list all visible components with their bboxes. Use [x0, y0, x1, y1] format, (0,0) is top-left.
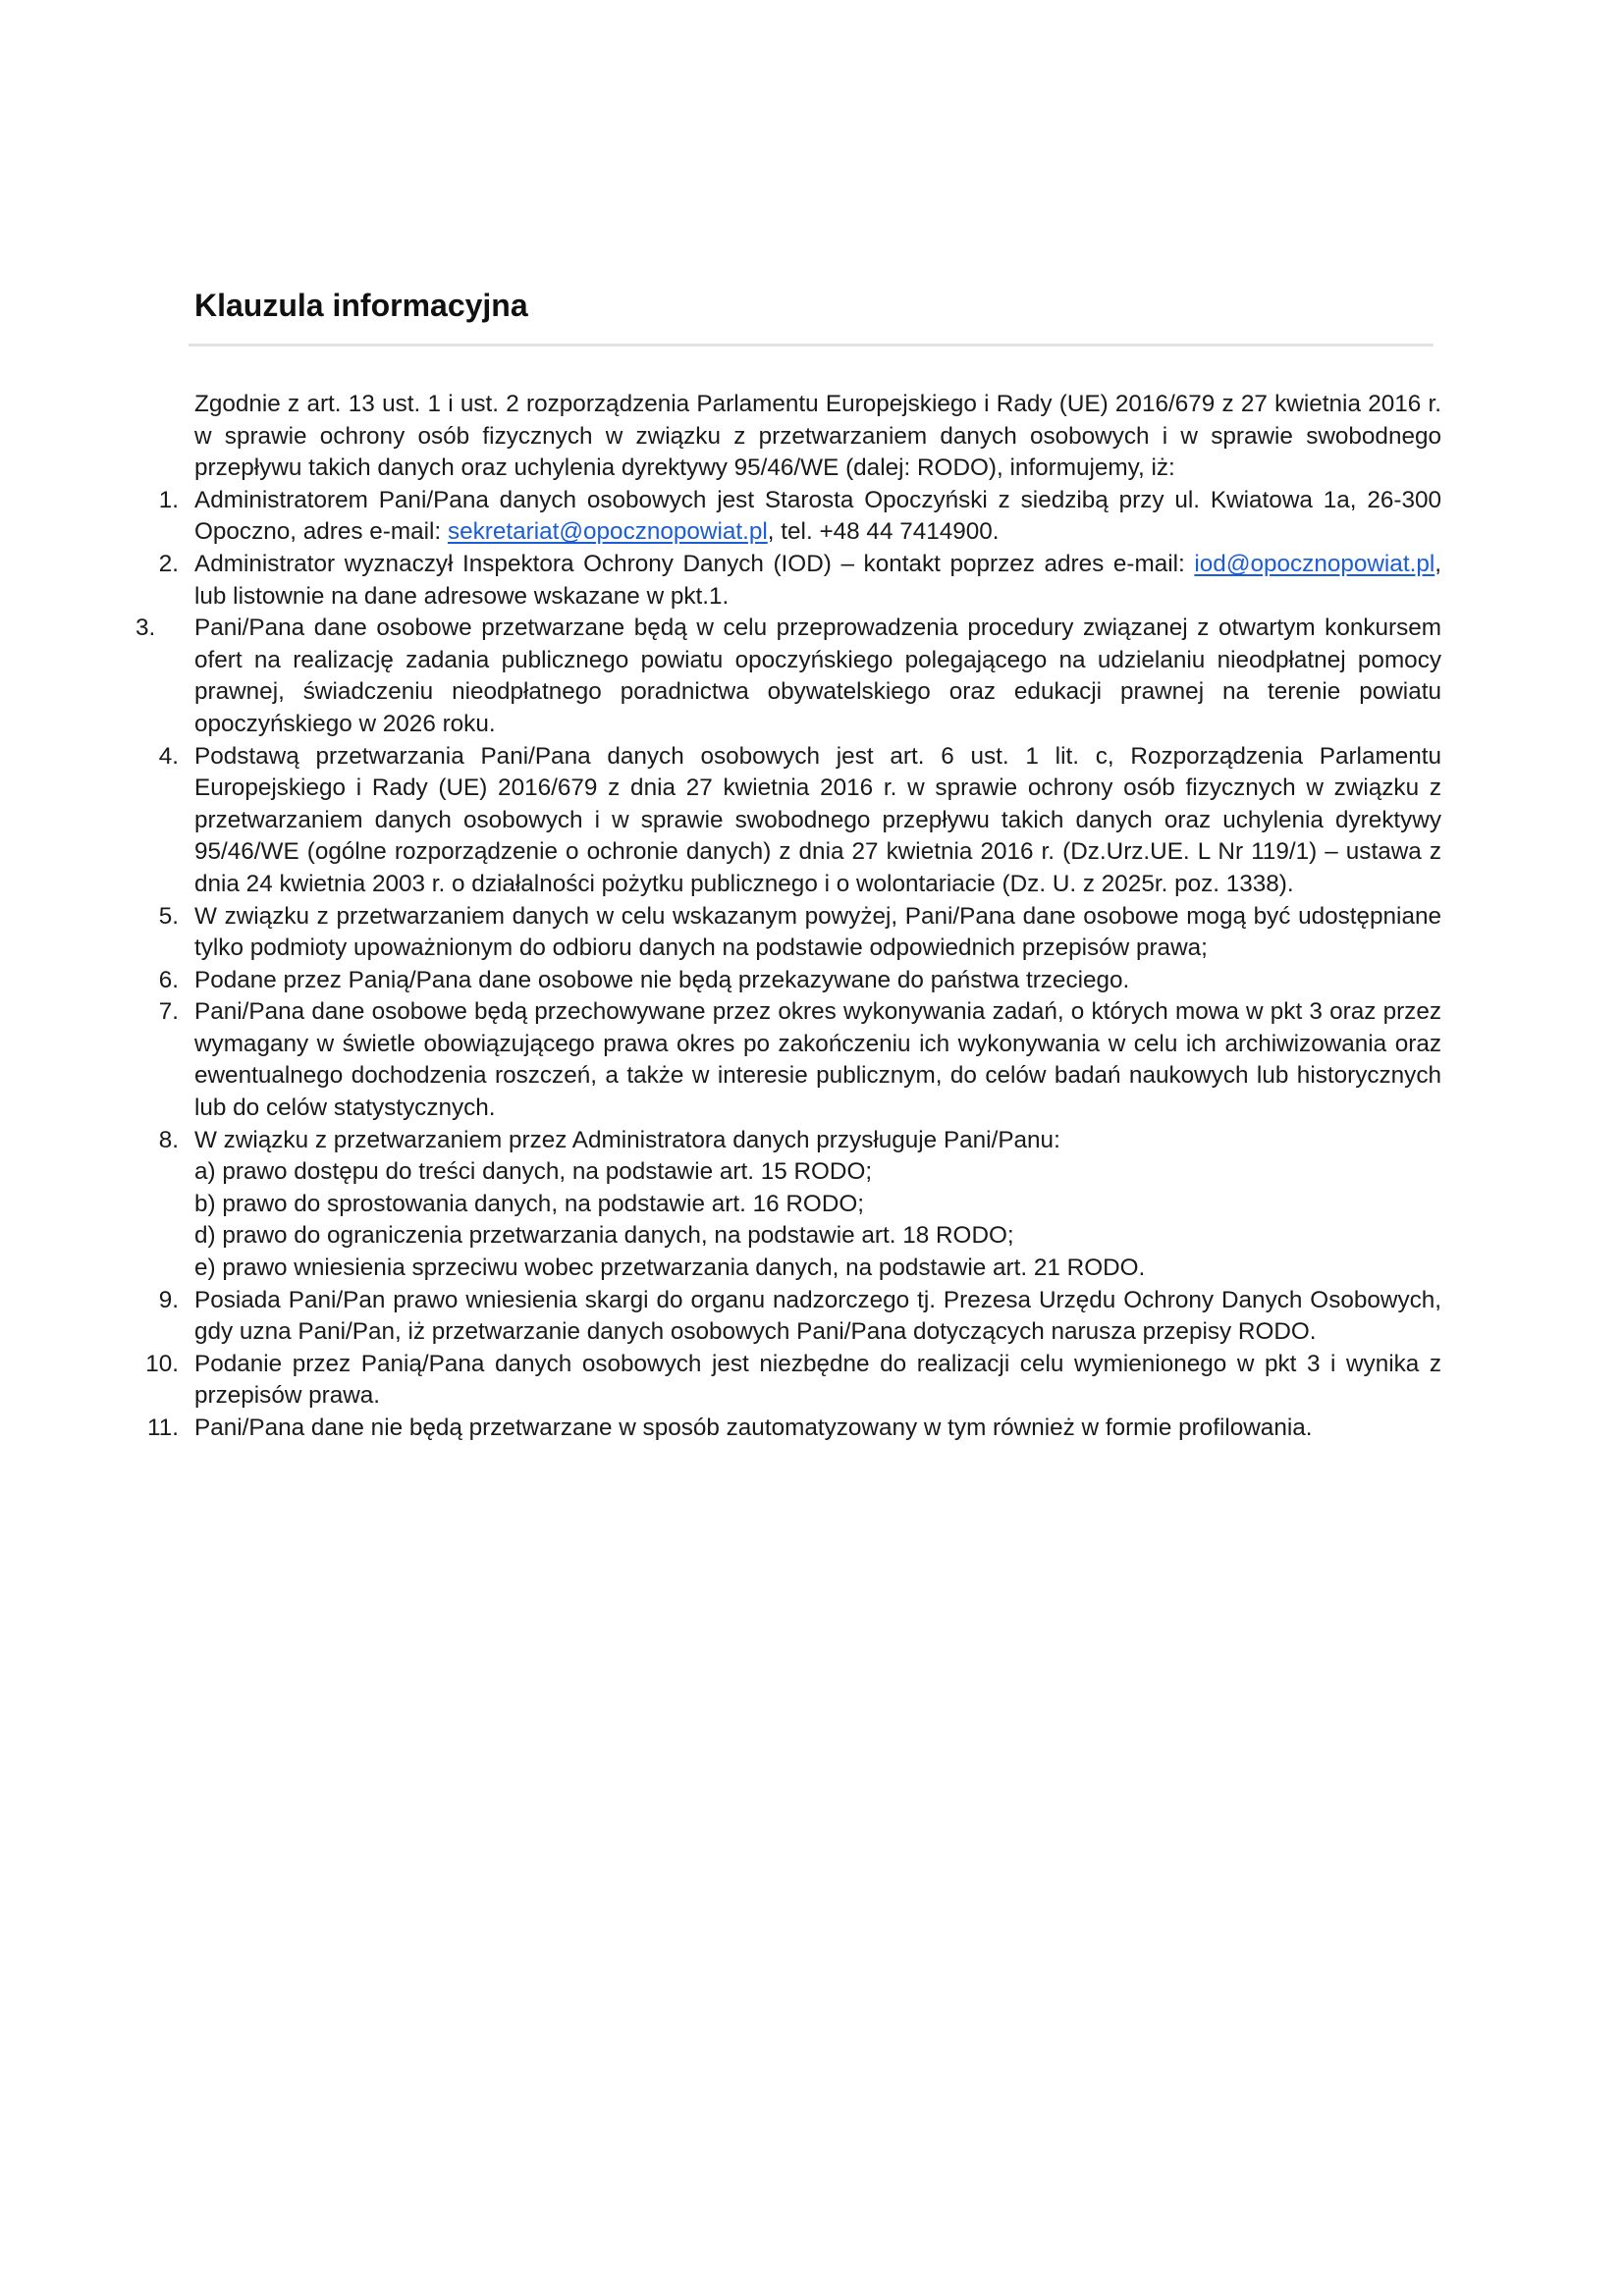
- item-text: Posiada Pani/Pan prawo wniesienia skargi do organu nadzorczego tj. Prezesa Urzędu Ochrony Danych Osobowych, gdy uzna Pani/Pan, iż przetwarzanie danych osobowych Pani/Pana dotyczących narusza przepisy RODO.: [194, 1286, 1441, 1346]
- list-number: 1.: [158, 486, 179, 513]
- list-number: 6.: [158, 966, 179, 993]
- item-text: Podane przez Panią/Pana dane osobowe nie będą przekazywane do państwa trzeciego.: [194, 966, 1130, 993]
- item-text: Pani/Pana dane osobowe będą przechowywane przez okres wykonywania zadań, o których mowa w pkt 3 oraz przez wymagany w świetle obowiązującego prawa okres po zakończeniu ich wykonywania w celu ich archiwizowania oraz ewentualnego dochodzenia roszczeń, a także w interesie publicznym, do celów badań naukowych lub historycznych lub do celów statystycznych.: [194, 998, 1441, 1122]
- list-number: 9.: [158, 1286, 179, 1313]
- item-text: Administratorem Pani/Pana danych osobowych jest Starosta Opoczyński z siedzibą przy ul. Kwiatowa 1a, 26-300 Opoczno, adres e-mail:: [194, 486, 1441, 546]
- right-objection: e) prawo wniesienia sprzeciwu wobec przetwarzania danych, na podstawie art. 21 RODO.: [194, 1255, 1146, 1282]
- list-number: 10.: [145, 1350, 179, 1377]
- list-item-10: [145, 1349, 1441, 1413]
- list-item-9: [158, 1285, 1441, 1349]
- intro-paragraph: Zgodnie z art. 13 ust. 1 i ust. 2 rozporządzenia Parlamentu Europejskiego i Rady (UE) 2016/679 z 27 kwietnia 2016 r. w sprawie ochrony osób fizycznych w związku z przetwarzaniem danych osobowych i w sprawie swobodnego przepływu takich danych oraz uchylenia dyrektywy 95/46/WE (dalej: RODO), informujemy, iż:: [194, 391, 1441, 482]
- list-number: 4.: [158, 742, 179, 770]
- list-number: 8.: [158, 1126, 179, 1153]
- list-number: 5.: [158, 902, 179, 930]
- item-text: Administrator wyznaczył Inspektora Ochrony Danych (IOD) – kontakt poprzez adres e-mail:: [194, 550, 1195, 577]
- list-number: 3.: [135, 614, 156, 642]
- list-item-6: [158, 965, 1441, 997]
- list-item-8: [158, 1125, 1441, 1285]
- document-body: [135, 389, 1441, 1445]
- item-text: Podstawą przetwarzania Pani/Pana danych osobowych jest art. 6 ust. 1 lit. c, Rozporządzenia Parlamentu Europejskiego i Rady (UE) 2016/679 z dnia 27 kwietnia 2016 r. w sprawie ochrony osób fizycznych w związku z przetwarzaniem danych osobowych i w sprawie swobodnego przepływu takich danych oraz uchylenia dyrektywy 95/46/WE (ogólne rozporządzenie o ochronie danych) z dnia 27 kwietnia 2016 r. (Dz.Urz.UE. L Nr 119/1) – ustawa z dnia 24 kwietnia 2003 r. o działalności pożytku publicznego i o wolontariacie (Dz. U. z 2025r. poz. 1338).: [194, 742, 1441, 897]
- item-text: Pani/Pana dane nie będą przetwarzane w sposób zautomatyzowany w tym również w formie profilowania.: [194, 1415, 1313, 1441]
- item-text: W związku z przetwarzaniem danych w celu wskazanym powyżej, Pani/Pana dane osobowe mogą być udostępniane tylko podmioty upoważnionym do odbioru danych na podstawie odpowiednich przepisów prawa;: [194, 902, 1441, 962]
- item-text: Podanie przez Panią/Pana danych osobowych jest niezbędne do realizacji celu wymienionego w pkt 3 i wynika z przepisów prawa.: [194, 1350, 1441, 1410]
- list-number: 2.: [158, 550, 179, 577]
- clause-list: [135, 485, 1441, 1445]
- document-title: Klauzula informacyjna: [194, 288, 528, 323]
- list-number: 11.: [147, 1415, 179, 1441]
- list-item-1: [158, 485, 1441, 549]
- right-rectification: b) prawo do sprostowania danych, na podstawie art. 16 RODO;: [194, 1190, 865, 1217]
- item-text: W związku z przetwarzaniem przez Administratora danych przysługuje Pani/Panu:: [194, 1126, 1060, 1153]
- email-link-secretariat[interactable]: sekretariat@opocznopowiat.pl: [447, 518, 768, 546]
- right-access: a) prawo dostępu do treści danych, na podstawie art. 15 RODO;: [194, 1158, 873, 1186]
- email-link-iod[interactable]: iod@opocznopowiat.pl: [1194, 550, 1435, 577]
- item-text: , tel. +48 44 7414900.: [767, 518, 1000, 546]
- item-text: Pani/Pana dane osobowe przetwarzane będą w celu przeprowadzenia procedury związanej z otwartym konkursem ofert na realizację zadania publicznego powiatu opoczyńskiego polegającego na udzielaniu nieodpłatnej pomocy prawnej, świadczeniu nieodpłatnego poradnictwa obywatelskiego oraz edukacji prawnej na terenie powiatu opoczyńskiego w 2026 roku.: [194, 614, 1441, 737]
- list-item-4: [158, 741, 1441, 901]
- list-number: 7.: [158, 998, 179, 1026]
- right-restriction: d) prawo do ograniczenia przetwarzania danych, na podstawie art. 18 RODO;: [194, 1222, 1014, 1250]
- list-item-2: [158, 549, 1441, 613]
- list-item-3: [135, 613, 1441, 740]
- list-item-5: [158, 901, 1441, 965]
- title-divider: [189, 344, 1434, 347]
- list-item-11: [147, 1413, 1441, 1445]
- list-item-7: [158, 996, 1441, 1124]
- item-text: , lub listownie na dane adresowe wskazane w pkt.1.: [194, 550, 1441, 610]
